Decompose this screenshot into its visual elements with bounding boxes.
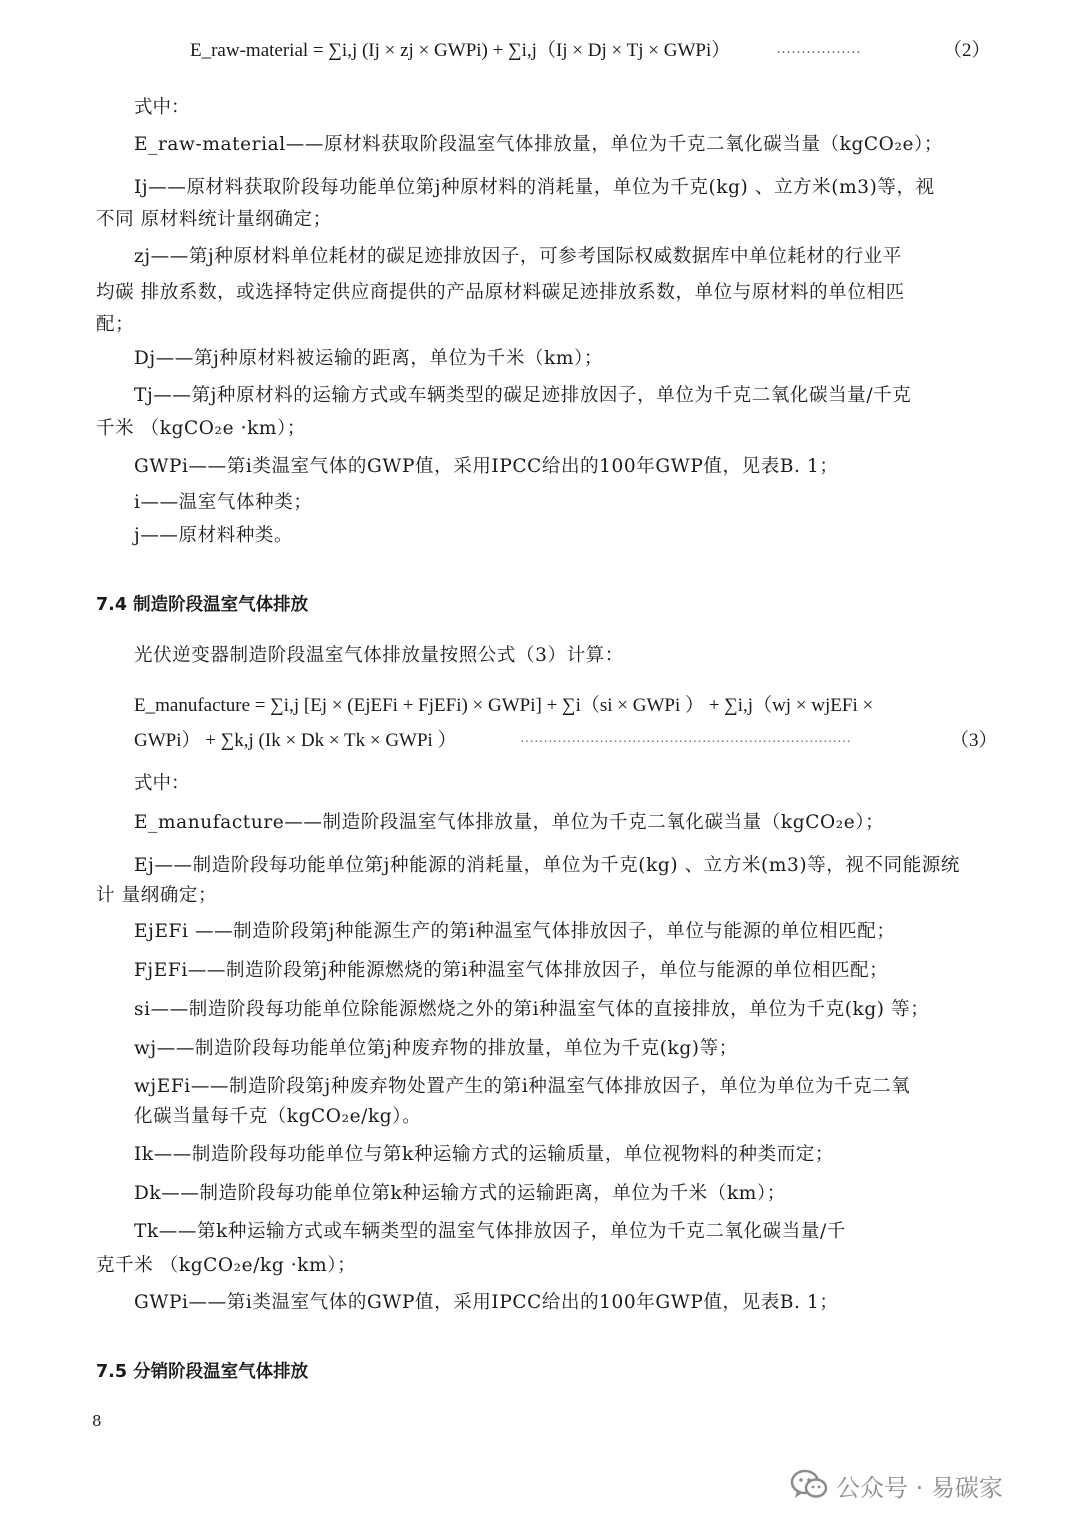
watermark-text: 公众号 · 易碳家	[836, 1473, 1003, 1502]
definition-line: Dj——第j种原材料被运输的距离，单位为千米（km）；	[134, 348, 604, 369]
definition-line: 计 量纲确定；	[96, 885, 218, 906]
formula-2: E_raw-material = ∑i,j (Ij × zj × GWPi) + ∑i,j（Ij × Dj × Tj × GWPi）	[190, 40, 731, 61]
formula-3-line-1: E_manufacture = ∑i,j [Ej × (EjEFi + FjEFi) × GWPi] + ∑i（si × GWPi ） + ∑i,j（wj × wjEFi ×	[134, 695, 874, 716]
where-label: 式中：	[134, 97, 190, 118]
watermark	[790, 1465, 1003, 1505]
definition-line: GWPi——第i类温室气体的GWP值，采用IPCC给出的100年GWP值，见表B. 1；	[134, 1292, 839, 1313]
definition-line: 化碳当量每千克（kgCO₂e/kg）。	[134, 1106, 422, 1127]
definition-line: Tk——第k种运输方式或车辆类型的温室气体排放因子，单位为千克二氧化碳当量/千	[134, 1221, 846, 1242]
definition-line: Ej——制造阶段每功能单位第j种能源的消耗量，单位为千克(kg) 、立方米(m3)等，视不同能源统	[134, 855, 960, 876]
where-label: 式中：	[134, 773, 190, 794]
definition-line: 克千米 （kgCO₂e/kg ·km）；	[96, 1255, 357, 1276]
formula-3-number: （3）	[950, 730, 998, 751]
definition-line: EjEFi ——制造阶段第j种能源生产的第i种温室气体排放因子，单位与能源的单位相匹配；	[134, 921, 896, 942]
definition-line: E_raw-material——原材料获取阶段温室气体排放量，单位为千克二氧化碳当量（kgCO₂e）；	[134, 134, 943, 155]
definition-line: si——制造阶段每功能单位除能源燃烧之外的第i种温室气体的直接排放，单位为千克(kg) 等；	[134, 999, 930, 1020]
section-heading-7-4: 7.4 制造阶段温室气体排放	[96, 595, 309, 615]
definition-line: 配；	[96, 314, 135, 335]
definition-line: j——原材料种类。	[134, 525, 294, 546]
formula-3-line-2: GWPi） + ∑k,j (Ik × Dk × Tk × GWPi ）	[134, 730, 457, 751]
definition-line: wjEFi——制造阶段第j种废弃物处置产生的第i种温室气体排放因子，单位为单位为千克二氧	[134, 1076, 911, 1097]
definition-line: 均碳 排放系数，或选择特定供应商提供的产品原材料碳足迹排放系数，单位与原材料的单位相匹	[96, 282, 905, 303]
formula-3-dots: ·······································································	[520, 735, 852, 750]
definition-line: Dk——制造阶段每功能单位第k种运输方式的运输距离，单位为千米（km）；	[134, 1183, 786, 1204]
definition-line: Tj——第j种原材料的运输方式或车辆类型的碳足迹排放因子，单位为千克二氧化碳当量/千克	[134, 385, 912, 406]
wechat-official-account-icon	[790, 1468, 828, 1502]
definition-line: FjEFi——制造阶段第j种能源燃烧的第i种温室气体排放因子，单位与能源的单位相匹配；	[134, 960, 889, 981]
definition-line: 千米 （kgCO₂e ·km）；	[96, 418, 306, 439]
definition-line: E_manufacture——制造阶段温室气体排放量，单位为千克二氧化碳当量（kgCO₂e）；	[134, 812, 885, 833]
definition-line: Ij——原材料获取阶段每功能单位第j种原材料的消耗量，单位为千克(kg) 、立方米(m3)等，视	[134, 177, 935, 198]
formula-2-number: （2）	[943, 40, 991, 61]
formula-2-dots: ·················	[776, 45, 861, 61]
definition-line: wj——制造阶段每功能单位第j种废弃物的排放量，单位为千克(kg)等；	[134, 1038, 738, 1059]
definition-line: GWPi——第i类温室气体的GWP值，采用IPCC给出的100年GWP值，见表B. 1；	[134, 456, 839, 477]
definition-line: Ik——制造阶段每功能单位与第k种运输方式的运输质量，单位视物料的种类而定；	[134, 1144, 835, 1165]
definition-line: zj——第j种原材料单位耗材的碳足迹排放因子，可参考国际权威数据库中单位耗材的行业平	[134, 246, 902, 267]
definition-line: 不同 原材料统计量纲确定；	[96, 209, 332, 230]
section-intro: 光伏逆变器制造阶段温室气体排放量按照公式（3）计算：	[134, 645, 624, 666]
definition-line: i——温室气体种类；	[134, 492, 313, 513]
page-number: 8	[92, 1412, 102, 1430]
section-heading-7-5: 7.5 分销阶段温室气体排放	[96, 1362, 309, 1382]
